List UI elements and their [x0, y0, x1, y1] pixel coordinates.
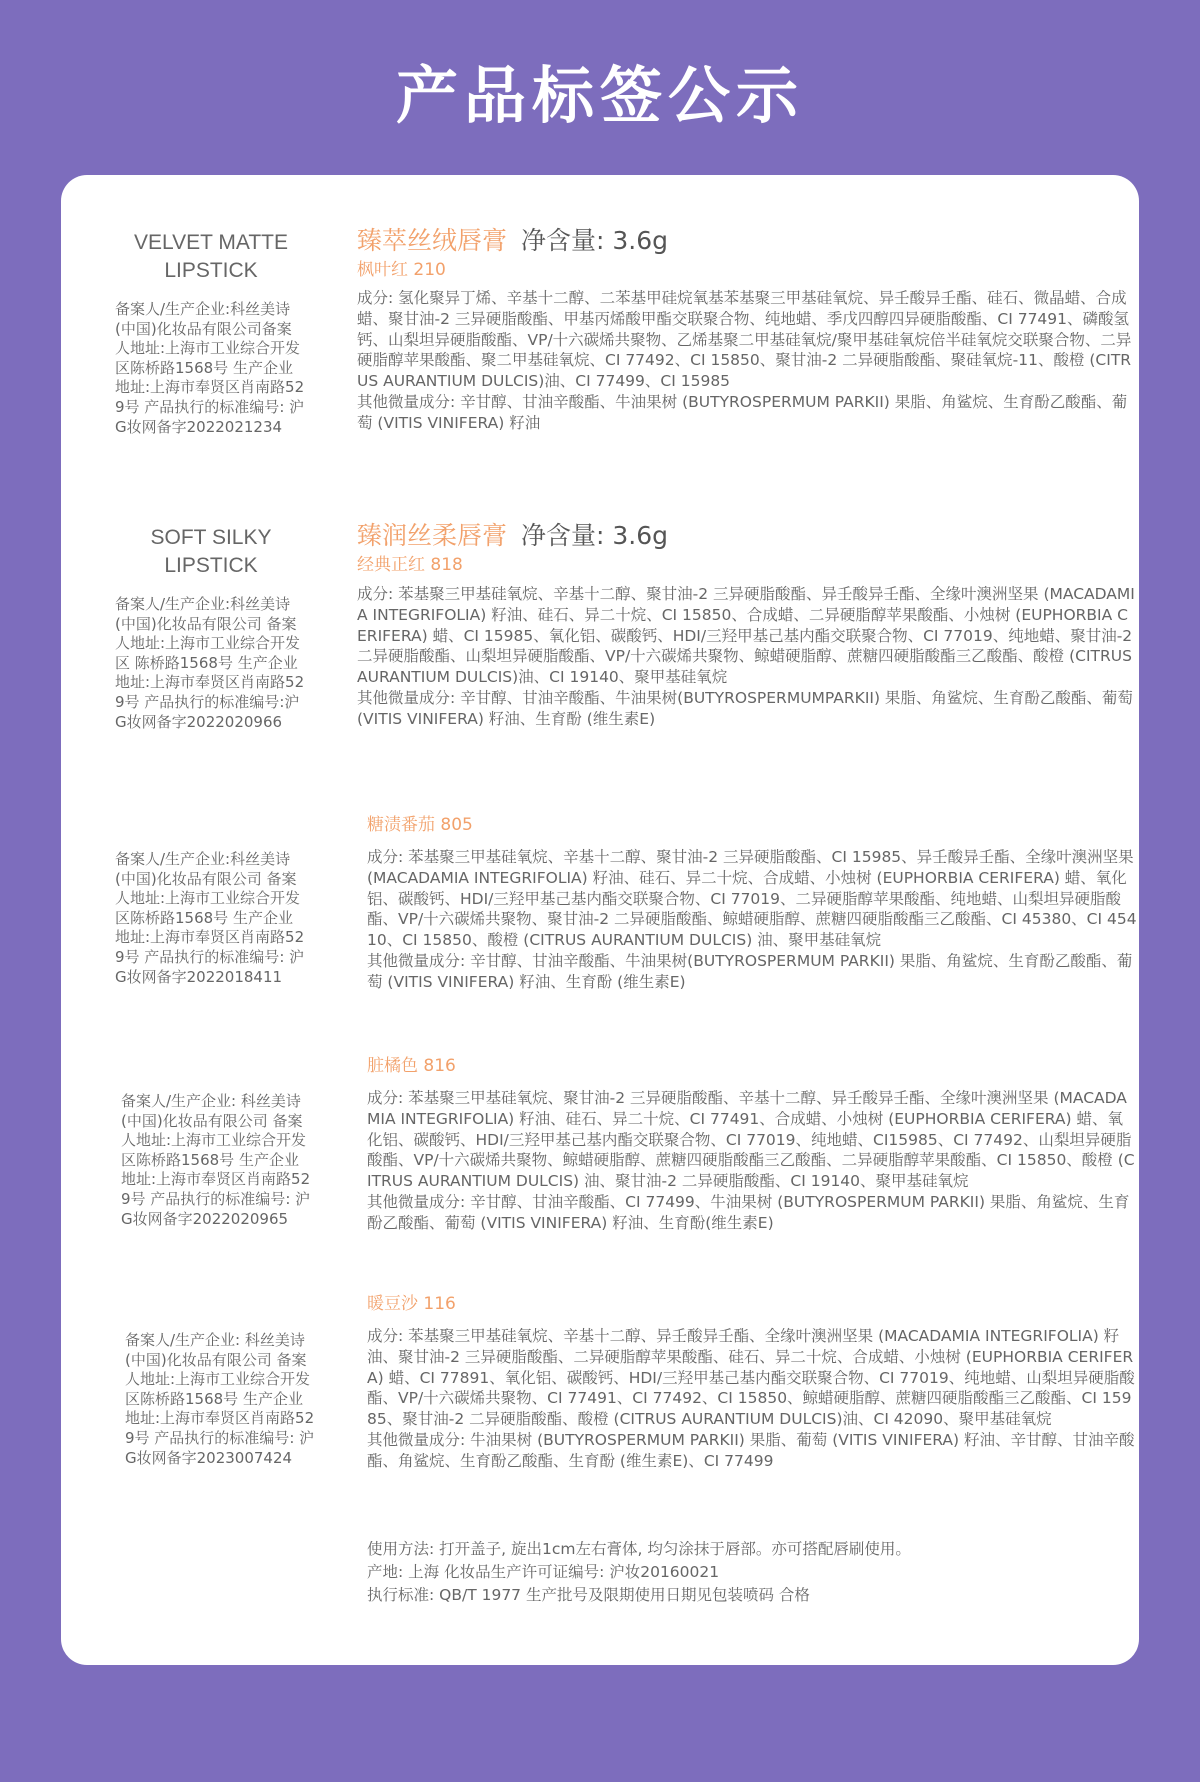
product-2-english-name-line1: SOFT SILKY — [150, 526, 272, 549]
product-3-other-ingredients: 其他微量成分: 辛甘醇、甘油辛酸酯、牛油果树(BUTYROSPERMUM PARKII) 果脂、角鲨烷、生育酚乙酸酯、葡萄 (VITIS VINIFERA) 籽油、生育酚 (维生素E) — [367, 951, 1133, 991]
product-2-other-ingredients: 其他微量成分: 辛甘醇、甘油辛酸酯、牛油果树(BUTYROSPERMUMPARKII) 果脂、角鲨烷、生育酚乙酸酯、葡萄 (VITIS VINIFERA) 籽油、生育酚 (维生素E) — [357, 688, 1133, 728]
product-3-filing-info: 备案人/生产企业:科丝美诗(中国)化妆品有限公司 备案人地址:上海市工业综合开发区陈桥路1568号 生产企业地址:上海市奉贤区肖南路529号 产品执行的标准编号: 沪G妆网备字2022018411 — [115, 850, 305, 986]
origin-license: 产地: 上海 化妆品生产许可证编号: 沪妆20160021 — [367, 1563, 720, 1581]
product-4-other-ingredients: 其他微量成分: 辛甘醇、甘油辛酸酯、CI 77499、牛油果树 (BUTYROSPERMUM PARKII) 果脂、角鲨烷、生育酚乙酸酯、葡萄 (VITIS VINIFERA) 籽油、生育酚(维生素E) — [367, 1192, 1130, 1232]
product-5-filing-info: 备案人/生产企业: 科丝美诗(中国)化妆品有限公司 备案人地址:上海市工业综合开发区陈桥路1568号 生产企业地址:上海市奉贤区肖南路529号 产品执行的标准编号: 沪G妆网备字2023007424 — [125, 1331, 315, 1467]
product-1-other-ingredients: 其他微量成分: 辛甘醇、甘油辛酸酯、牛油果树 (BUTYROSPERMUM PARKII) 果脂、角鲨烷、生育酚乙酸酯、葡萄 (VITIS VINIFERA) 籽油 — [357, 392, 1128, 432]
product-2-left — [61, 524, 361, 732]
product-2-title — [357, 521, 1137, 551]
label-card — [61, 175, 1139, 1665]
product-2-english-name-line2: LIPSTICK — [164, 554, 258, 577]
product-4-ingredients: 成分: 苯基聚三甲基硅氧烷、聚甘油-2 三异硬脂酸酯、辛基十二醇、异壬酸异壬酯、全缘叶澳洲坚果 (MACADAMIA INTEGRIFOLIA) 籽油、硅石、异二十烷、CI 77491、合成蜡、小烛树 (EUPHORBIA CERIFERA) 蜡、氧化铝、碳酸钙、HDI/三羟甲基己基内酯交联聚合物、CI 77019、纯地蜡、CI15985、CI 77492、山梨坦异硬脂酸酯、VP/十六碳烯共聚物、鲸蜡硬脂醇、蔗糖四硬脂酸酯三乙酸酯、二异硬脂醇苹果酸酯、CI 15850、酸橙 (CITRUS AURANTIUM DULCIS) 油、聚甘油-2 二异硬脂酸酯、CI 19140、聚甲基硅氧烷 — [367, 1089, 1135, 1191]
product-5-left — [61, 1331, 361, 1468]
product-2-ingredients: 成分: 苯基聚三甲基硅氧烷、辛基十二醇、聚甘油-2 三异硬脂酸酯、异壬酸异壬酯、全缘叶澳洲坚果 (MACADAMIA INTEGRIFOLIA) 籽油、硅石、异二十烷、CI 15850、合成蜡、二异硬脂醇苹果酸酯、小烛树 (EUPHORBIA CERIFERA) 蜡、CI 15985、氧化铝、碳酸钙、HDI/三羟甲基己基内酯交联聚合物、CI 77019、纯地蜡、聚甘油-2 二异硬脂酸酯、山梨坦异硬脂酸酯、VP/十六碳烯共聚物、鲸蜡硬脂醇、蔗糖四硬脂酸酯三乙酸酯、酸橙 (CITRUS AURANTIUM DULCIS)油、CI 19140、聚甲基硅氧烷 — [357, 585, 1135, 687]
product-1-left — [61, 229, 361, 437]
product-2-shade: 经典正红 818 — [357, 555, 463, 575]
product-1-title — [357, 226, 1137, 256]
usage-instructions: 使用方法: 打开盖子, 旋出1cm左右膏体, 均匀涂抹于唇部。亦可搭配唇刷使用。 — [367, 1540, 911, 1558]
product-2-name: 臻润丝柔唇膏 — [357, 521, 508, 550]
product-1-shade: 枫叶红 210 — [357, 260, 446, 280]
product-3-shade: 糖渍番茄 805 — [367, 815, 473, 835]
product-5-shade: 暖豆沙 116 — [367, 1294, 456, 1314]
product-1-english-name-line1: VELVET MATTE — [133, 231, 289, 254]
product-5-right — [357, 1293, 1137, 1472]
product-2-net-content: 净含量: 3.6g — [521, 521, 669, 550]
product-1-name: 臻萃丝绒唇膏 — [357, 226, 508, 255]
product-1-english-name-line2: LIPSTICK — [164, 259, 258, 282]
footer-info — [357, 1538, 1137, 1607]
page-title: 产品标签公示 — [395, 59, 804, 132]
product-4-shade: 脏橘色 816 — [367, 1056, 456, 1076]
product-4-left — [61, 1092, 361, 1229]
standard-info: 执行标准: QB/T 1977 生产批号及限期使用日期见包装喷码 合格 — [367, 1586, 810, 1604]
product-5-ingredients: 成分: 苯基聚三甲基硅氧烷、辛基十二醇、异壬酸异壬酯、全缘叶澳洲坚果 (MACADAMIA INTEGRIFOLIA) 籽油、聚甘油-2 三异硬脂酸酯、二异硬脂醇苹果酸酯、硅石、异二十烷、合成蜡、小烛树 (EUPHORBIA CERIFERA) 蜡、CI 77891、氧化铝、碳酸钙、HDI/三羟甲基己基内酯交联聚合物、CI 77019、纯地蜡、山梨坦异硬脂酸酯、VP/十六碳烯共聚物、CI 77491、CI 77492、CI 15850、鲸蜡硬脂醇、蔗糖四硬脂酸酯三乙酸酯、CI 15985、聚甘油-2 二异硬脂酸酯、酸橙 (CITRUS AURANTIUM DULCIS)油、CI 42090、聚甲基硅氧烷 — [367, 1327, 1135, 1429]
product-1-right — [357, 226, 1137, 434]
product-1-net-content: 净含量: 3.6g — [521, 226, 669, 255]
product-1-ingredients: 成分: 氢化聚异丁烯、辛基十二醇、二苯基甲硅烷氧基苯基聚三甲基硅氧烷、异壬酸异壬酯、硅石、微晶蜡、合成蜡、聚甘油-2 三异硬脂酸酯、甲基丙烯酸甲酯交联聚合物、纯地蜡、季戊四醇四异硬脂酸酯、CI 77491、磷酸氢钙、山梨坦异硬脂酸酯、VP/十六碳烯共聚物、乙烯基聚二甲基硅氧烷/聚甲基硅氧烷倍半硅氧烷交联聚合物、二异硬脂醇苹果酸酯、聚二甲基硅氧烷、CI 77492、CI 15850、聚甘油-2 二异硬脂酸酯、聚硅氧烷-11、酸橙 (CITRUS AURANTIUM DULCIS)油、CI 77499、CI 15985 — [357, 289, 1132, 391]
product-3-left — [61, 850, 361, 987]
product-1-english-name — [61, 229, 361, 285]
product-5-other-ingredients: 其他微量成分: 牛油果树 (BUTYROSPERMUM PARKII) 果脂、葡萄 (VITIS VINIFERA) 籽油、辛甘醇、甘油辛酸酯、角鲨烷、生育酚乙酸酯、生育酚 (维生素E)、CI 77499 — [367, 1430, 1135, 1470]
product-2-right — [357, 521, 1137, 730]
product-1-filing-info: 备案人/生产企业:科丝美诗(中国)化妆品有限公司备案人地址:上海市工业综合开发区陈桥路1568号 生产企业地址:上海市奉贤区肖南路529号 产品执行的标准编号: 沪G妆网备字2022021234 — [115, 300, 305, 436]
product-3-ingredients: 成分: 苯基聚三甲基硅氧烷、辛基十二醇、聚甘油-2 三异硬脂酸酯、CI 15985、异壬酸异壬酯、全缘叶澳洲坚果 (MACADAMIA INTEGRIFOLIA) 籽油、硅石、异二十烷、合成蜡、小烛树 (EUPHORBIA CERIFERA) 蜡、氧化铝、碳酸钙、HDI/三羟甲基己基内酯交联聚合物、CI 77019、二异硬脂醇苹果酸酯、纯地蜡、山梨坦异硬脂酸酯、VP/十六碳烯共聚物、聚甘油-2 二异硬脂酸酯、鲸蜡硬脂醇、蔗糖四硬脂酸酯三乙酸酯、CI 45380、CI 45410、CI 15850、酸橙 (CITRUS AURANTIUM DULCIS) 油、聚甲基硅氧烷 — [367, 848, 1137, 950]
product-3-right — [357, 814, 1137, 993]
product-2-filing-info: 备案人/生产企业:科丝美诗(中国)化妆品有限公司 备案人地址:上海市工业综合开发区 陈桥路1568号 生产企业地址:上海市奉贤区肖南路529号 产品执行的标准编号:沪G妆网备字2022020966 — [115, 595, 305, 731]
product-2-english-name — [61, 524, 361, 580]
product-4-filing-info: 备案人/生产企业: 科丝美诗(中国)化妆品有限公司 备案人地址:上海市工业综合开发区陈桥路1568号 生产企业地址:上海市奉贤区肖南路529号 产品执行的标准编号: 沪G妆网备字2022020965 — [121, 1092, 311, 1228]
product-4-right — [357, 1055, 1137, 1234]
